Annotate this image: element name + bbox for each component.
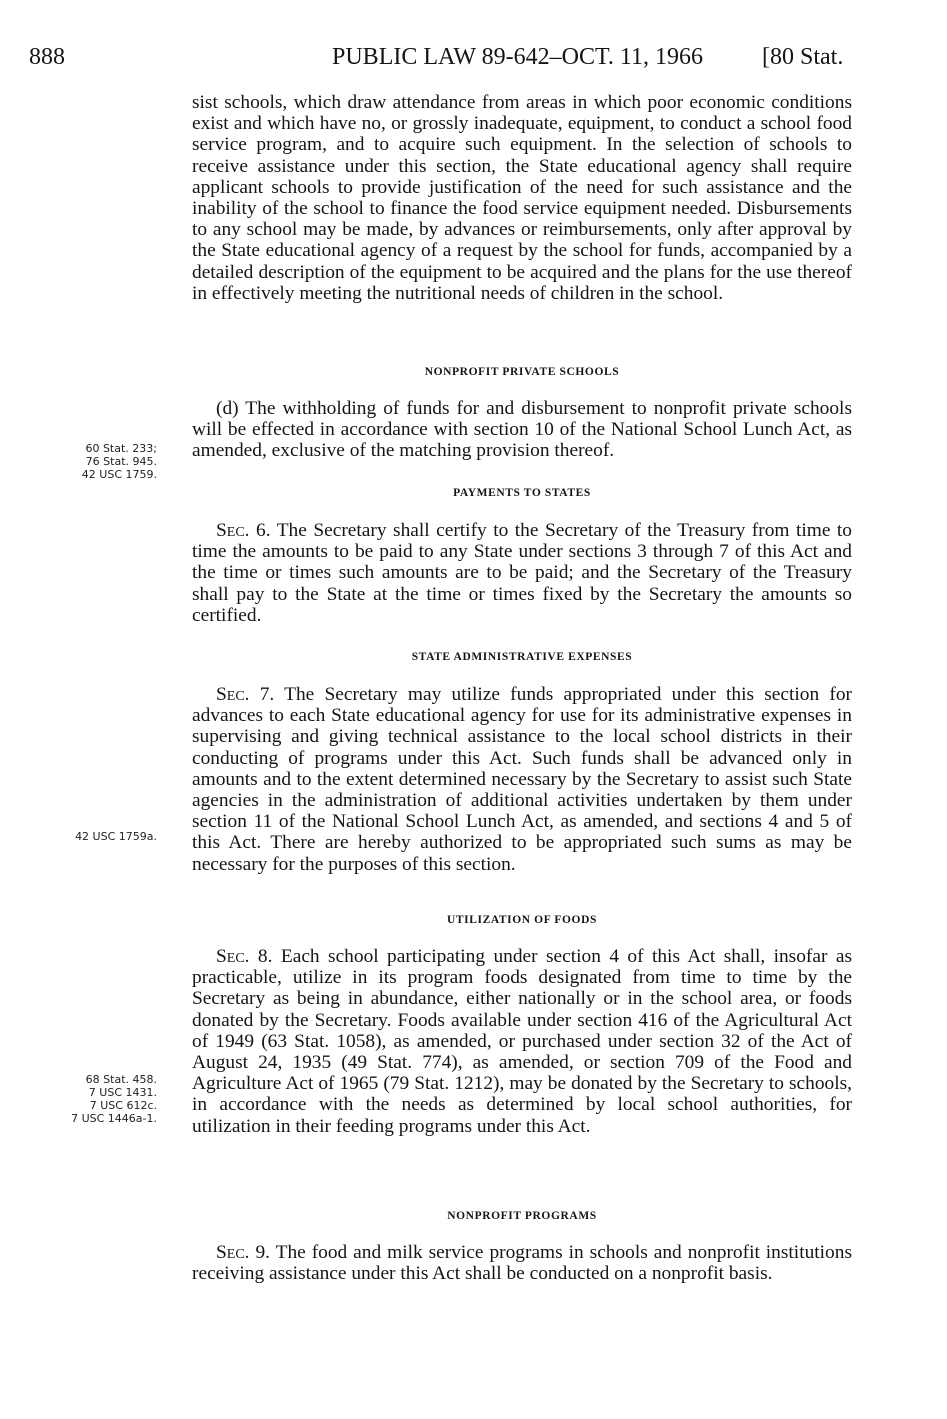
sec-label: Sec. 6. [216,520,271,541]
statute-volume: [80 Stat. [762,44,844,70]
section-heading-utilization-of-foods: UTILIZATION OF FOODS [446,914,598,926]
sec-label: Sec. 9. [216,1242,271,1263]
section-payments-to-states [192,520,852,626]
section-text: (d) The withholding of funds for and disbursement to nonprofit private schools will be effected in accordance with section 10 of the National School Lunch Act, as amended, exclusive of the matching provision thereof. [192,398,852,462]
section-heading-nonprofit-programs: NONPROFIT PROGRAMS [447,1210,597,1222]
running-title: PUBLIC LAW 89-642–OCT. 11, 1966 [332,44,703,70]
margin-line: 42 USC 1759a. [75,830,157,843]
margin-line: 7 USC 1446a-1. [71,1112,157,1125]
section-text: Each school participating under section 4 of this Act shall, insofar as practicable, utilize in its program foods designated from time to time by the Secretary as being in abundance, either nationally or in the school area, or foods donated by the Secretary. Foods available under section 416 of the Agricultural Act of 1949 (63 Stat. 1058), as amended, or purchased under section 32 of the Act of August 24, 1935 (49 Stat. 774), as amended, or section 709 of the Food and Agriculture Act of 1965 (79 Stat. 1212), may be donated by the Secretary to schools, in accordance with the needs as determined by local school authorities, for utilization in their feeding programs under this Act. [192,946,852,1137]
margin-line: 7 USC 612c. [89,1099,157,1112]
section-utilization-of-foods [192,946,852,1137]
margin-line: 7 USC 1431. [88,1086,157,1099]
section-text: The Secretary may utilize funds appropriated under this section for advances to each State educational agency for use for its administrative expenses in supervising and giving technical assistance to the local school districts in their conducting of programs under this Act. Such funds shall be advanced only in amounts and to the extent determined necessary by the Secretary to assist such State agencies in the administration of additional activities undertaken by them under section 11 of the National School Lunch Act, as amended, and sections 4 and 5 of this Act. There are hereby authorized to be appropriated such sums as may be necessary for the purposes of this section. [192,684,852,875]
margin-note-citations-2 [75,830,157,843]
margin-line: 42 USC 1759. [81,468,157,481]
section-heading-payments-to-states: PAYMENTS TO STATES [453,487,591,499]
section-nonprofit-private-schools [192,398,852,462]
margin-line: 68 Stat. 458. [85,1073,157,1086]
section-state-administrative-expenses [192,684,852,875]
section-heading-nonprofit-private-schools: NONPROFIT PRIVATE SCHOOLS [424,366,620,378]
margin-note-citations-3 [71,1073,157,1125]
section-text: The Secretary shall certify to the Secretary of the Treasury from time to time the amounts to be paid to any State under sections 3 through 7 of this Act and the time or times such amounts are to be paid; and the Secretary of the Treasury shall pay to the State at the time or times fixed by the Secretary the amounts so certified. [192,520,853,626]
intro-paragraph-block [192,92,852,304]
section-nonprofit-programs [192,1242,852,1284]
sec-label: Sec. 8. [216,946,273,967]
intro-paragraph: sist schools, which draw attendance from areas in which poor economic conditions exist and which have no, or grossly inadequate, equipment, to conduct a school food service program, and to acquire such equipment. In the selection of schools to receive assistance under this section, the State educational agency shall require applicant schools to provide justification of the need for such assistance and the inability of the school to finance the food service equipment needed. Disbursements to any school may be made, by advances or reimbursements, only after approval by the State educational agency of a request by the school for funds, accompanied by a detailed description of the equipment to be acquired and the plans for the use thereof in effectively meeting the nutritional needs of children in the school. [192,92,852,304]
sec-label: Sec. 7. [216,684,275,705]
page-number: 888 [29,44,65,70]
section-text: The food and milk service programs in schools and nonprofit institutions receiving assistance under this Act shall be conducted on a nonprofit basis. [192,1242,852,1285]
margin-note-citations-1 [82,442,157,481]
page-header [0,44,947,78]
section-heading-state-administrative-expenses: STATE ADMINISTRATIVE EXPENSES [411,651,633,663]
margin-line: 60 Stat. 233; [85,442,157,455]
margin-line: 76 Stat. 945. [85,455,157,468]
